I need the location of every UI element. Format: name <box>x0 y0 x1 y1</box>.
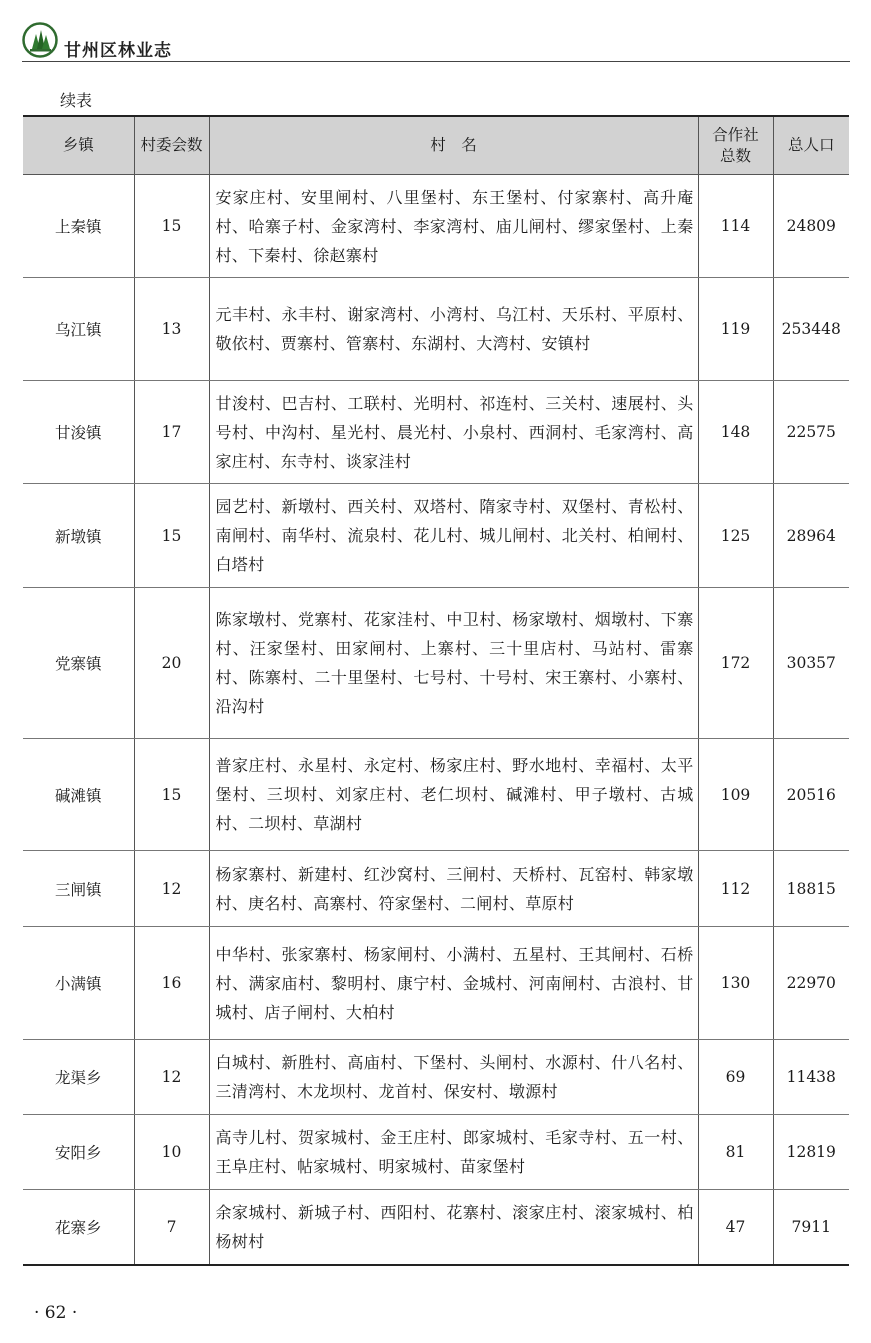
table-row <box>23 175 849 278</box>
table-caption: 续表 <box>60 91 93 110</box>
town-cell: 上秦镇 <box>23 175 134 278</box>
village-names-cell: 安家庄村、安里闸村、八里堡村、东王堡村、付家寨村、高升庵村、哈寨子村、金家湾村、李家湾村、庙儿闸村、缪家堡村、上秦村、下秦村、徐赵寨村 <box>209 175 698 278</box>
town-cell: 小满镇 <box>23 927 134 1040</box>
population-cell: 28964 <box>773 484 849 588</box>
committees-cell: 16 <box>134 927 209 1040</box>
population-cell: 12819 <box>773 1115 849 1190</box>
committees-cell: 15 <box>134 739 209 851</box>
town-cell: 甘浚镇 <box>23 381 134 484</box>
forest-trees-icon <box>22 22 58 58</box>
village-names-cell: 余家城村、新城子村、西阳村、花寨村、滚家庄村、滚家城村、柏杨树村 <box>209 1190 698 1265</box>
town-cell: 碱滩镇 <box>23 739 134 851</box>
population-cell: 20516 <box>773 739 849 851</box>
page-header <box>22 22 850 64</box>
village-names-cell: 白城村、新胜村、高庙村、下堡村、头闸村、水源村、什八名村、三清湾村、木龙坝村、龙首村、保安村、墩源村 <box>209 1040 698 1115</box>
header-divider <box>22 61 850 62</box>
committees-cell: 12 <box>134 1040 209 1115</box>
coops-cell: 112 <box>698 851 773 927</box>
population-cell: 22970 <box>773 927 849 1040</box>
town-cell: 三闸镇 <box>23 851 134 927</box>
coops-cell: 130 <box>698 927 773 1040</box>
coops-cell: 148 <box>698 381 773 484</box>
coops-cell: 119 <box>698 278 773 381</box>
table-row <box>23 381 849 484</box>
coops-cell: 69 <box>698 1040 773 1115</box>
population-cell: 24809 <box>773 175 849 278</box>
committees-cell: 15 <box>134 175 209 278</box>
col-header-population: 总人口 <box>773 116 849 175</box>
coops-cell: 114 <box>698 175 773 278</box>
village-names-cell: 杨家寨村、新建村、红沙窝村、三闸村、天桥村、瓦窑村、韩家墩村、庚名村、高寨村、符家堡村、二闸村、草原村 <box>209 851 698 927</box>
population-cell: 11438 <box>773 1040 849 1115</box>
col-header-village-names: 村 名 <box>209 116 698 175</box>
col-header-committees: 村委会数 <box>134 116 209 175</box>
town-cell: 安阳乡 <box>23 1115 134 1190</box>
town-cell: 新墩镇 <box>23 484 134 588</box>
village-names-cell: 陈家墩村、党寨村、花家洼村、中卫村、杨家墩村、烟墩村、下寨村、汪家堡村、田家闸村、上寨村、三十里店村、马站村、雷寨村、陈寨村、二十里堡村、七号村、十号村、宋王寨村、小寨村、沿沟村 <box>209 588 698 739</box>
town-cell: 党寨镇 <box>23 588 134 739</box>
table-header-row <box>23 116 849 175</box>
table-row <box>23 588 849 739</box>
committees-cell: 12 <box>134 851 209 927</box>
table-row <box>23 927 849 1040</box>
coops-cell: 109 <box>698 739 773 851</box>
committees-cell: 20 <box>134 588 209 739</box>
population-cell: 18815 <box>773 851 849 927</box>
table-row <box>23 851 849 927</box>
book-title: 甘州区林业志 <box>64 41 172 61</box>
village-names-cell: 甘浚村、巴吉村、工联村、光明村、祁连村、三关村、速展村、头号村、中沟村、星光村、晨光村、小泉村、西洞村、毛家湾村、高家庄村、东寺村、谈家洼村 <box>209 381 698 484</box>
villages-table <box>23 115 849 1266</box>
population-cell: 30357 <box>773 588 849 739</box>
table-row <box>23 1115 849 1190</box>
coops-cell: 81 <box>698 1115 773 1190</box>
committees-cell: 17 <box>134 381 209 484</box>
table-row <box>23 739 849 851</box>
committees-cell: 10 <box>134 1115 209 1190</box>
population-cell: 22575 <box>773 381 849 484</box>
committees-cell: 15 <box>134 484 209 588</box>
committees-cell: 13 <box>134 278 209 381</box>
col-header-coops: 合作社 总数 <box>698 116 773 175</box>
town-cell: 乌江镇 <box>23 278 134 381</box>
town-cell: 龙渠乡 <box>23 1040 134 1115</box>
coops-cell: 125 <box>698 484 773 588</box>
town-cell: 花寨乡 <box>23 1190 134 1265</box>
table-row <box>23 1040 849 1115</box>
page-number: · 62 · <box>34 1303 78 1323</box>
village-names-cell: 元丰村、永丰村、谢家湾村、小湾村、乌江村、天乐村、平原村、敬依村、贾寨村、管寨村、东湖村、大湾村、安镇村 <box>209 278 698 381</box>
population-cell: 7911 <box>773 1190 849 1265</box>
village-names-cell: 园艺村、新墩村、西关村、双塔村、隋家寺村、双堡村、青松村、南闸村、南华村、流泉村、花儿村、城儿闸村、北关村、柏闸村、白塔村 <box>209 484 698 588</box>
population-cell: 253448 <box>773 278 849 381</box>
coops-cell: 172 <box>698 588 773 739</box>
table-row <box>23 1190 849 1265</box>
village-names-cell: 普家庄村、永星村、永定村、杨家庄村、野水地村、幸福村、太平堡村、三坝村、刘家庄村、老仁坝村、碱滩村、甲子墩村、古城村、二坝村、草湖村 <box>209 739 698 851</box>
committees-cell: 7 <box>134 1190 209 1265</box>
table-row <box>23 484 849 588</box>
village-names-cell: 中华村、张家寨村、杨家闸村、小满村、五星村、王其闸村、石桥村、满家庙村、黎明村、康宁村、金城村、河南闸村、古浪村、甘城村、店子闸村、大柏村 <box>209 927 698 1040</box>
village-names-cell: 高寺儿村、贺家城村、金王庄村、郎家城村、毛家寺村、五一村、王阜庄村、帖家城村、明家城村、苗家堡村 <box>209 1115 698 1190</box>
col-header-town: 乡镇 <box>23 116 134 175</box>
coops-cell: 47 <box>698 1190 773 1265</box>
table-row <box>23 278 849 381</box>
